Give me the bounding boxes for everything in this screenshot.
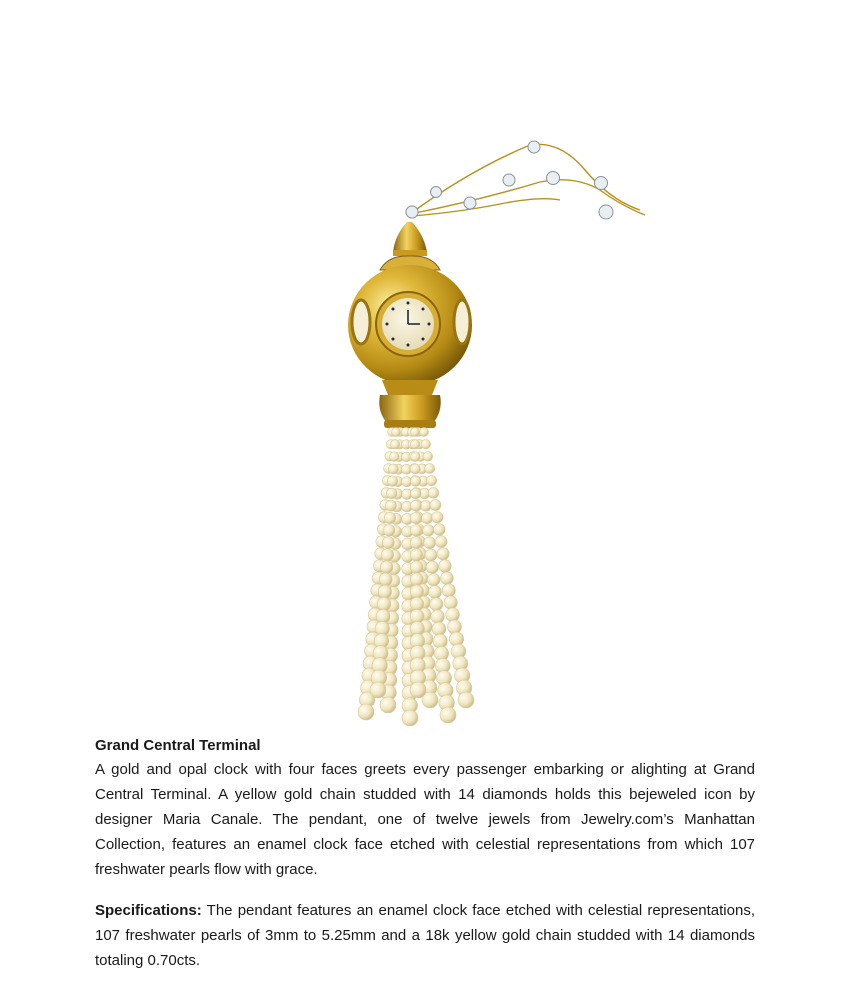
pearl — [385, 500, 396, 511]
pearl — [429, 586, 442, 599]
pearl — [427, 476, 437, 486]
pearl — [458, 692, 474, 708]
pearl — [444, 596, 457, 609]
pearl — [379, 573, 392, 586]
pearl — [440, 707, 456, 723]
pearl — [390, 440, 399, 449]
gold-chain — [410, 144, 645, 216]
clock-body — [348, 265, 472, 385]
pearl — [434, 524, 446, 536]
diamond-stations — [406, 141, 613, 219]
pearl — [442, 584, 455, 597]
pearl — [431, 610, 445, 624]
pearl — [410, 488, 421, 499]
pearl — [446, 608, 460, 622]
pearl — [432, 622, 446, 636]
product-description: A gold and opal clock with four faces greets every passenger embarking or alighting at Grand Central Terminal. A yellow gold chain studded with 14 diamonds holds this bejeweled icon by designer Maria Canale. The pendant, one of twelve jewels from Jewelry.com’s Manhattan Collection, features an enamel clock face etched with celestial representations from which 107 freshwater pearls flow with grace. — [95, 761, 755, 878]
pearl — [430, 500, 441, 511]
pearl — [380, 697, 396, 713]
product-title: Grand Central Terminal — [95, 737, 261, 754]
pearl — [432, 512, 443, 523]
pearl-tassel — [358, 428, 474, 727]
pearl — [437, 548, 449, 560]
pearl — [411, 428, 420, 437]
pearl — [448, 620, 462, 634]
pearl — [420, 500, 431, 511]
pearl — [426, 561, 438, 573]
pearl — [380, 561, 393, 574]
specifications-paragraph — [95, 898, 755, 973]
pearl — [410, 512, 421, 523]
pearl — [390, 452, 400, 462]
pearl — [358, 704, 374, 720]
pearl — [411, 452, 421, 462]
pearl — [410, 573, 423, 586]
pearl — [410, 440, 419, 449]
pearl — [381, 549, 393, 561]
pearl — [423, 525, 434, 536]
pearl — [378, 585, 391, 598]
pearl — [387, 476, 397, 486]
specifications-label: Specifications: — [95, 902, 202, 919]
pearl — [410, 561, 423, 574]
pearl — [410, 597, 424, 611]
pearl — [410, 500, 421, 511]
pearl — [423, 452, 433, 462]
pearl — [435, 536, 447, 548]
pearl — [388, 464, 398, 474]
pearl — [425, 549, 437, 561]
pearl — [386, 488, 397, 499]
pearl — [424, 537, 436, 549]
specifications-text: The pendant features an enamel clock face etched with celestial representations, 107 freshwater pearls of 3mm to 5.25mm and a 18k yellow gold chain studded with 14 diamonds totaling 0.70cts. — [95, 902, 755, 969]
pearl — [420, 428, 429, 437]
pearl — [410, 682, 426, 698]
pearl — [439, 560, 452, 573]
pearl — [410, 464, 420, 474]
pearl — [410, 525, 422, 537]
pearl — [410, 476, 420, 486]
pearl — [410, 537, 422, 549]
pearl — [430, 598, 443, 611]
pearl — [427, 573, 440, 586]
pearl — [410, 549, 422, 561]
pearl — [402, 710, 418, 726]
pearl — [428, 488, 439, 499]
clock-finial — [380, 222, 440, 270]
pearl — [383, 525, 395, 537]
pearl — [421, 440, 430, 449]
pearl — [370, 682, 386, 698]
pearl — [422, 513, 433, 524]
pearl — [382, 537, 394, 549]
tassel-collar — [379, 380, 441, 428]
pearl — [377, 597, 391, 611]
product-caption — [95, 735, 755, 973]
pearl — [425, 464, 435, 474]
pearl — [410, 585, 423, 598]
pearl — [384, 512, 395, 523]
pearl — [441, 572, 454, 585]
pearl — [392, 428, 401, 437]
